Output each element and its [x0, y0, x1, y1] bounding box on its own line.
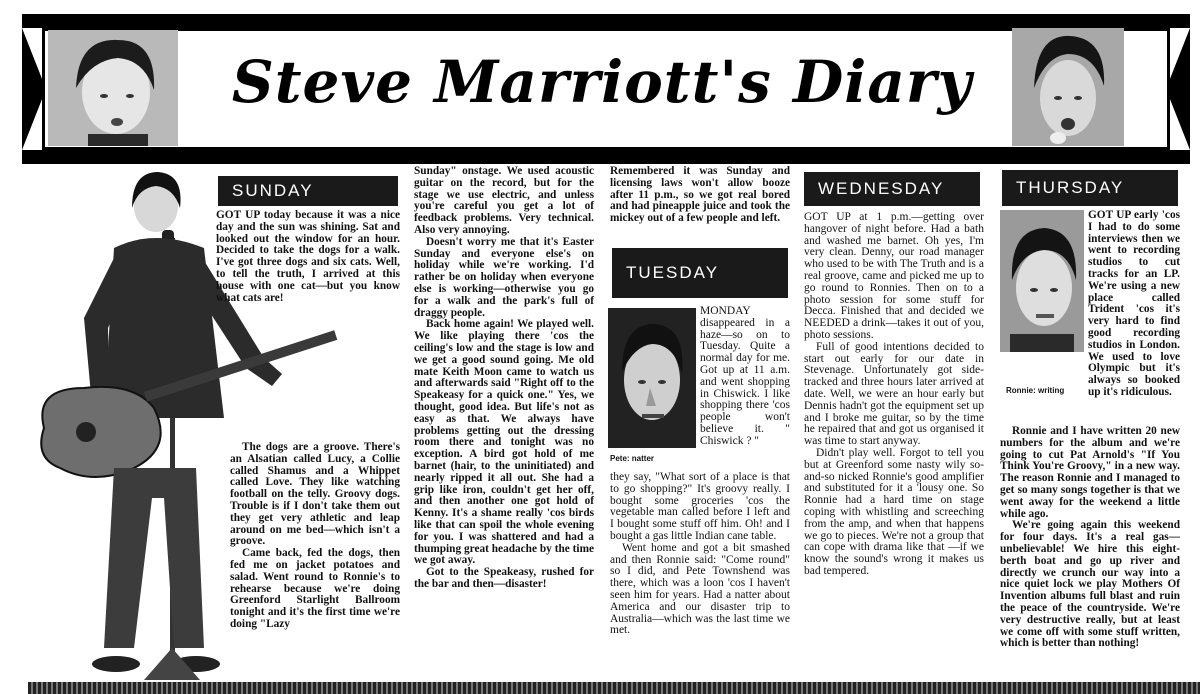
thursday-text-2 — [1000, 426, 1180, 650]
wednesday-paragraph-1: GOT UP at 1 p.m.—getting over hangover of night before. Had a bath and washed me barnet. Oh yes, I'm very clean. Denny, our road manager who used to be with The Truth and is a real groove, came and picked me up to go round to Ronnies. Then on to a photo session for some stuff for Decca. Finished that and decided we NEEDED a drink—takes it out of you, photo sessions. — [804, 211, 984, 341]
thursday-paragraph-2: Ronnie and I have written 20 new numbers for the album and we're going to cut Pat Arnold's "If You Think You're Groovy," in a new way. The reason Ronnie and I managed to get so many songs together is that we went away for the weekend a little while ago. — [1000, 425, 1180, 520]
wednesday-paragraph-2: Full of good intentions decided to start out early for our date in Stevenage. Unfortunately got side-tracked and three hours later arrived at date. Well, we were an hour early but Dennis hadn't got the equipment set up and I broke me guitar, so by the time he repaired that and got us organised it was time to start anyway. — [804, 340, 984, 448]
sunday-paragraph-3: Came back, fed the dogs, then fed me on jacket potatoes and salad. Went round to Ronnie's to rehearse because we're doing Greenford Starlight Ballroom tonight and it's the first time we're doing "Lazy — [230, 547, 400, 630]
bottom-border-band — [28, 682, 1200, 694]
masthead-top-bar — [22, 14, 1190, 28]
pete-townshend-photo — [608, 308, 696, 448]
sunday-text-1 — [216, 210, 400, 304]
page-title: Steve Marriott's Diary — [231, 48, 973, 116]
sunday-paragraph-2: The dogs are a groove. There's an Alsatian called Lucy, a Collie called Shamus and a Whippet called Love. They like watching football on the telly. Groovy dogs. Trouble is if I don't take them out they get very athletic and leap around on me bed—which isn't a groove. — [230, 441, 400, 548]
portrait-photo-left — [48, 30, 178, 146]
sunday-paragraph-8: Remembered it was Sunday and licensing laws won't allow booze after 11 p.m., so we got real bored and had pineapple juice and took the mickey out of a few people and left. — [610, 165, 790, 225]
sunday-continued-text — [414, 166, 594, 591]
wednesday-text — [804, 212, 984, 578]
sunday-paragraph-4: Sunday" onstage. We used acoustic guitar on the record, but for the stage we use electric, and unless you're careful you get a lot of feedback problems. Very technical. Also very annoying. — [414, 165, 594, 236]
sunday-paragraph-1: GOT UP today because it was a nice day and the sun was shining. Sat and looked out the window for an hour. Decided to take the dogs for a walk. I've got three dogs and six cats. Well, to tell the truth, I arrived at this house with one cat—but you know what cats are! — [216, 209, 400, 304]
thursday-text-1 — [1088, 210, 1180, 399]
sunday-text-2 — [230, 442, 400, 631]
tuesday-text-1 — [700, 306, 790, 448]
pete-photo-caption: Pete: natter — [610, 454, 655, 463]
wednesday-header: WEDNESDAY — [804, 172, 980, 206]
tuesday-paragraph-2: they say, "What sort of a place is that to go shopping?" It's groovy really. I bought some groceries 'cos the vegetable man called before I left and I bought some stuff off him. Oh! and I bought a gas little Indian cane table. — [610, 471, 790, 542]
portrait-photo-right — [1012, 28, 1124, 146]
tuesday-header: TUESDAY — [612, 248, 788, 298]
sunday-header: SUNDAY — [218, 176, 398, 206]
ronnie-photo-caption: Ronnie: writing — [1006, 386, 1065, 395]
ronnie-photo — [1000, 210, 1084, 352]
tuesday-paragraph-1: MONDAY disappeared in a haze—so on to Tuesday. Quite a normal day for me. Got up at 11 a.m. and went shopping in Chiswick. I like shopping there 'cos people won't believe it. " Chiswick ? " — [700, 305, 790, 447]
tuesday-paragraph-3: Went home and got a bit smashed and then Ronnie said: "Come round" so I did, and Pete Townshend was there, which was a loon 'cos I haven't seen him for years. Had a natter about America and our disaster trip to Australia—which was the last time we met. — [610, 541, 790, 637]
wednesday-paragraph-3: Didn't play well. Forgot to tell you but at Greenford some nasty wily so-and-so nicked Ronnie's good amplifier and substituted for it a 'lousy one. So Ronnie had a hard time on stage coping with whistling and screeching from the amp, and when that happens we go to pieces. We're not a group that can cope with drama like that —if we know the sound's wrong it makes us bad tempered. — [804, 446, 984, 577]
masthead-bottom-bar — [22, 150, 1190, 164]
tuesday-text-2 — [610, 472, 790, 637]
sunday-paragraph-5: Doesn't worry me that it's Easter Sunday and everyone else's on holiday while we're working. I'd rather be on holiday when everyone else is working—otherwise you go for a walk and the park's full of draggy people. — [414, 235, 594, 319]
thursday-paragraph-3: We're going again this weekend for four days. It's a real gas—unbelievable! We hire this eight-berth boat and go up river and directly we crunch our way into a nice quiet lock we play Mothers Of Invention albums full blast and ruin the peace of the countryside. We're very destructive really, but at least we come off with some stuff written, which is better than nothing! — [1000, 519, 1180, 650]
sunday-paragraph-7: Got to the Speakeasy, rushed for the bar and then—disaster! — [414, 566, 594, 590]
thursday-paragraph-1: GOT UP early 'cos I had to do some interviews then we went to recording studios to cut tracks for an LP. We're using a new place called Trident 'cos it's very hard to find good recording studios in London. We used to love Olympic but it's always so booked up it's ridiculous. — [1088, 209, 1180, 398]
thursday-header: THURSDAY — [1002, 170, 1178, 206]
sunday-end-text — [610, 166, 790, 225]
sunday-paragraph-6: Back home again! We played well. We like playing there 'cos the ceiling's low and the stage is low and we get a good sound going. Me old mate Keith Moon came to watch us and afterwards said "Right off to the Speakeasy for a quick one." Yes, we thought, good idea. But life's not as easy as that. We always have problems getting out the dressing room there and tonight was no exception. A bird got hold of me barnet (hair, to the uninitiated) and nearly ripped it all out. She had a grip like iron, couldn't get her off, and then another one got hold of Kenny. It's a shame really 'cos birds like that can spoil the whole evening for you. I was shattered and had a thumping great headache by the time we got away. — [414, 318, 594, 567]
